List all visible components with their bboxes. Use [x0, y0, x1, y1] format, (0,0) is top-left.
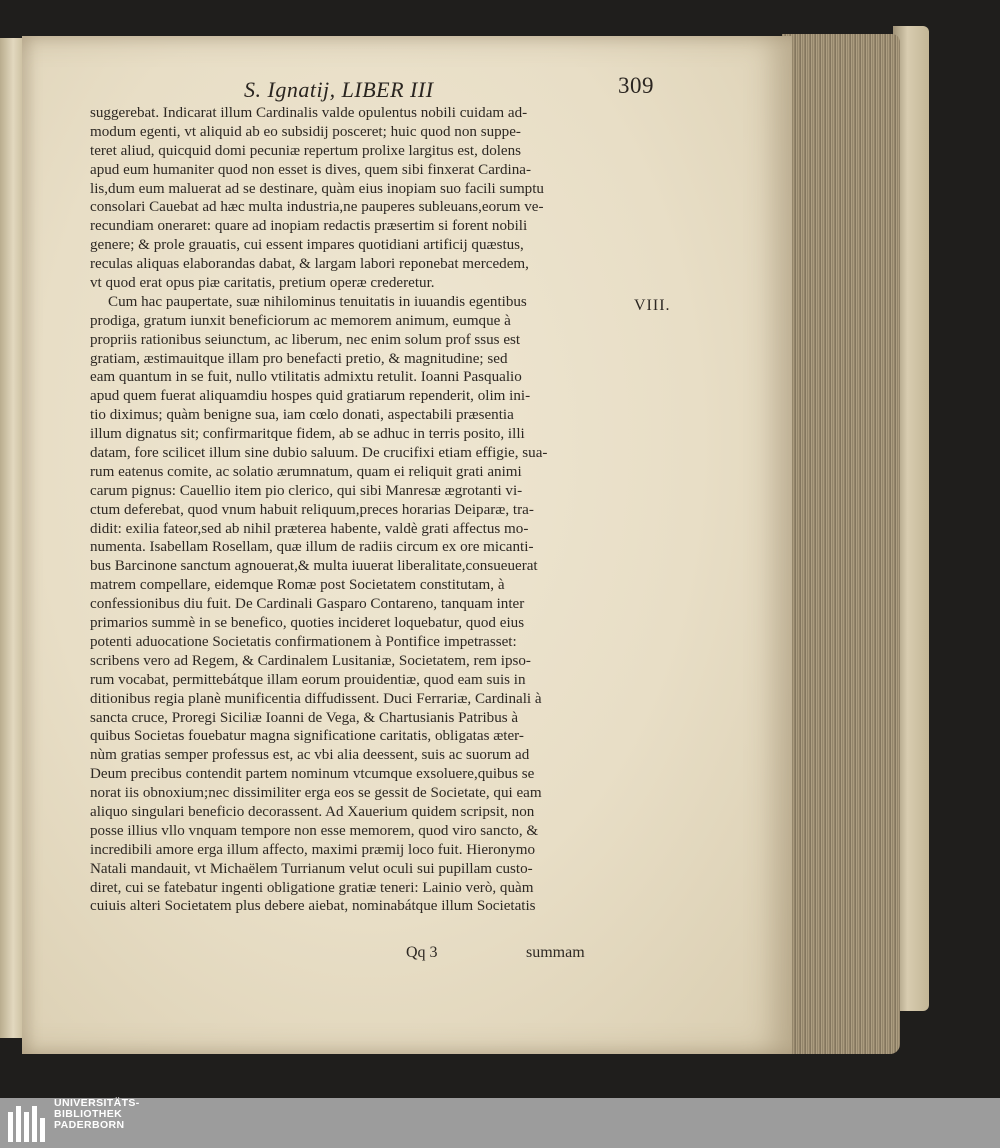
text-line: recundiam oneraret: quare ad inopiam redactis præsertim si forent nobili — [90, 218, 528, 235]
text-line: eam quantum in se fuit, nullo vtilitatis admixtu retulit. Ioanni Pasqualio — [90, 369, 522, 386]
signature-mark: Qq 3 — [406, 944, 438, 961]
text-line: datam, fore scilicet illum sine dubio saluum. De crucifixi etiam effigie, sua- — [90, 445, 548, 462]
library-name-line-2: BIBLIOTHEK — [54, 1107, 123, 1120]
library-name-line-3: PADERBORN — [54, 1118, 125, 1131]
library-name-line-1: UNIVERSITÄTS- — [54, 1097, 140, 1109]
text-line: prodiga, gratum iunxit beneficiorum ac memorem animum, eumque à — [90, 312, 511, 329]
text-line: tio diximus; quàm benigne sua, iam cœlo donati, aspectabili præsentia — [90, 407, 514, 424]
marginal-section-number: VIII. — [634, 297, 671, 314]
text-line: diret, cui se fatebatur ingenti obligatione gratiæ teneri: Lainio verò, quàm — [90, 879, 534, 896]
catchword: summam — [526, 944, 585, 961]
text-line: propriis rationibus seiunctum, ac liberum, nec enim solum prof ssus est — [90, 331, 521, 348]
text-line: scribens vero ad Regem, & Cardinalem Lusitaniæ, Societatem, rem ipso- — [90, 652, 531, 669]
text-line: genere; & prole grauatis, cui essent impares quotidiani artificij quæstus, — [90, 237, 524, 254]
text-line: primarios summè in se benefico, quoties incideret loquebatur, quod eius — [90, 615, 525, 632]
body-text — [90, 104, 690, 916]
text-line: gratiam, æstimauitque illam pro benefacti pretio, & magnitudine; sed — [90, 350, 508, 367]
text-line: cuiuis alteri Societatem plus debere aiebat, nominabátque illum Societatis — [90, 898, 536, 915]
text-line: aliquo singulari beneficio decorassent. Ad Xauerium quidem scripsit, non — [90, 803, 535, 820]
text-line: teret aliud, quicquid domi pecuniæ repertum prolixe largitus est, dolens — [90, 142, 522, 159]
text-line: matrem compellare, eidemque Romæ post Societatem constitutam, à — [90, 577, 505, 594]
page-block-fore-edge — [782, 34, 900, 1054]
text-line: apud eum humaniter quod non esset is dives, quem sibi finxerat Cardina- — [90, 161, 531, 178]
page-number: 309 — [618, 73, 654, 98]
text-line: ctum deferebat, quod vnum habuit reliquum,preces horarias Deiparæ, tra- — [90, 501, 534, 518]
text-line: carum pignus: Cauellio item pio clerico, qui sibi Manresæ ægrotanti vi- — [90, 482, 523, 499]
text-line: apud quem fuerat aliquamdiu hospes quid gratiarum rependerit, olim ini- — [90, 388, 531, 405]
library-name — [54, 1098, 140, 1130]
library-footer-bar — [0, 1098, 1000, 1148]
text-line: illum dignatus sit; confirmaritque fidem, ab se adhuc in terris posito, illi — [90, 426, 525, 443]
text-line: consolari Cauebat ad hæc multa industria,ne pauperes subleuans,eorum ve- — [90, 199, 544, 216]
text-line: rum eatenus comite, ac solatio ærumnatum, quam ei reliquit grati animi — [90, 463, 522, 480]
text-line: sancta cruce, Proregi Siciliæ Ioanni de Vega, & Chartusianis Patribus à — [90, 709, 519, 726]
text-line: didit: exilia fateor,sed ab nihil præterea habente, valdè grati affectus mo- — [90, 520, 529, 537]
text-line: modum egenti, vt aliquid ab eo subsidij posceret; huic quod non suppe- — [90, 123, 521, 140]
running-head — [244, 73, 654, 103]
running-head-title: S. Ignatij, LIBER III — [244, 77, 434, 102]
library-logo-icon — [8, 1106, 50, 1142]
text-line: quibus Societas fouebatur magna significatione caritatis, obligatas æter- — [90, 728, 524, 745]
text-line: nùm gratias semper professus est, ac vbi alia deessent, suis ac suorum ad — [90, 747, 530, 764]
text-line: ditionibus regia planè munificentia diffudissent. Duci Ferrariæ, Cardinali à — [90, 690, 542, 707]
text-line: confessionibus diu fuit. De Cardinali Gasparo Contareno, tanquam inter — [90, 596, 525, 613]
text-line: suggerebat. Indicarat illum Cardinalis valde opulentus nobili cuidam ad- — [90, 105, 528, 121]
text-line: Natali mandauit, vt Michaëlem Turrianum velut oculi sui pupillam custo- — [90, 860, 533, 877]
text-line: reculas aliquas elaborandas dabat, & largam labori reponebat mercedem, — [90, 256, 529, 273]
text-line: numenta. Isabellam Rosellam, quæ illum de radiis circum ex ore micanti- — [90, 539, 534, 556]
text-line: bus Barcinone sanctum agnouerat,& multa iuuerat liberalitate,consueuerat — [90, 558, 538, 575]
text-line: potenti aduocatione Societatis confirmationem à Pontifice impetrasset: — [90, 633, 517, 650]
text-line: rum vocabat, permittebátque illam eorum prouidentiæ, quod eam suis in — [90, 671, 526, 688]
text-line: incredibili amore erga illum affecto, maximi præmij loco fuit. Hieronymo — [90, 841, 536, 858]
text-line: vt quod erat opus piæ caritatis, pretium operæ crederetur. — [90, 275, 435, 292]
text-line: Deum precibus contendit partem nominum vtcumque exsoluere,quibus se — [90, 766, 535, 783]
text-line: Cum hac paupertate, suæ nihilominus tenuitatis in iuuandis egentibus — [108, 293, 527, 310]
text-line: norat iis obnoxium;nec dissimiliter erga eos se gessit de Societate, qui eam — [90, 785, 542, 802]
text-line: posse illius vllo vnquam tempore non esse memorem, quod viro sancto, & — [90, 822, 539, 839]
text-line: lis,dum eum maluerat ad se destinare, quàm eius inopiam suo facili sumptu — [90, 180, 544, 197]
left-page-edge — [0, 38, 23, 1038]
